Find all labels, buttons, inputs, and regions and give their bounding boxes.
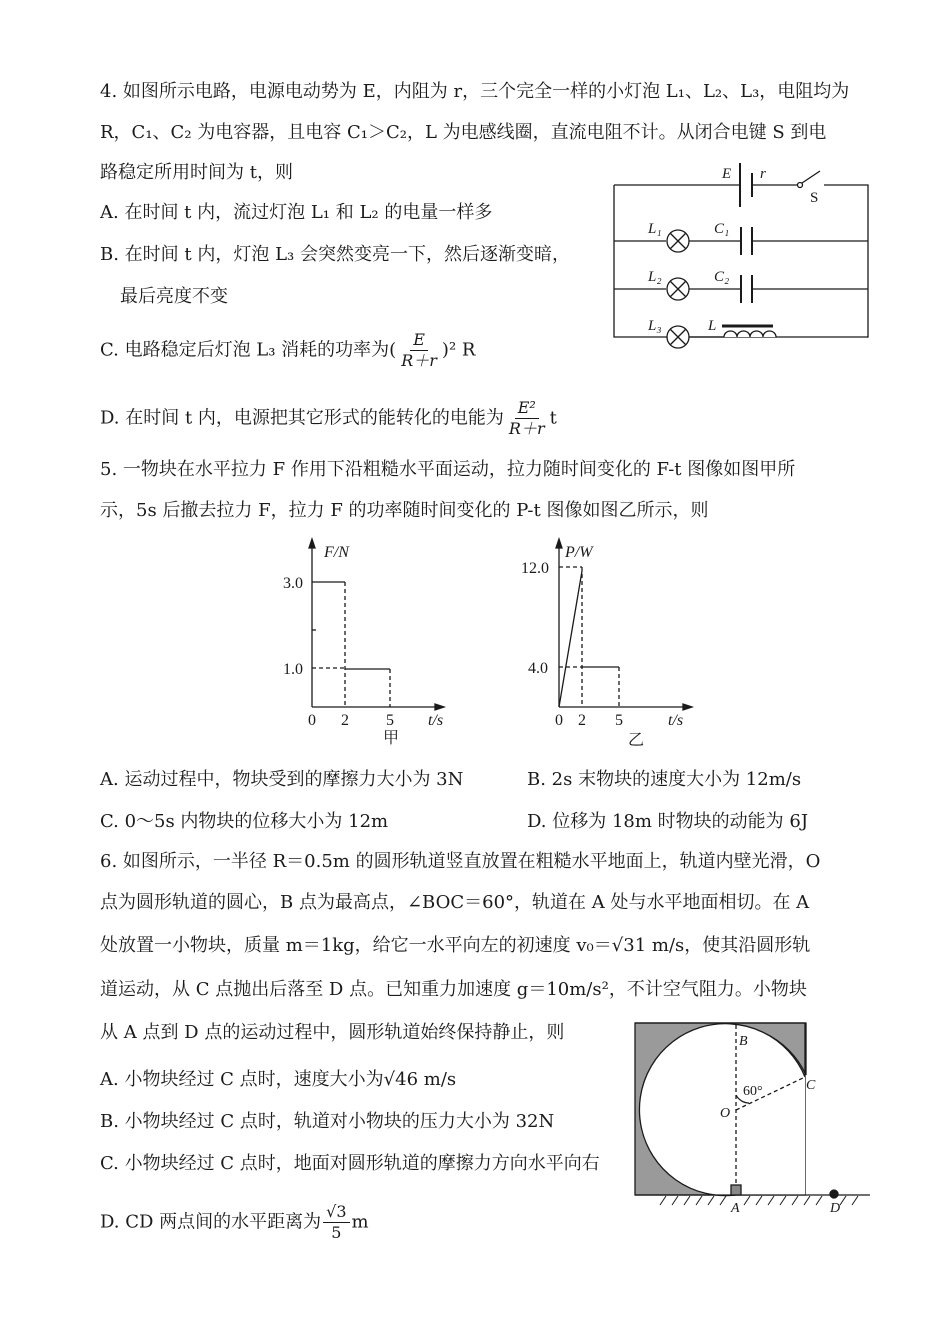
- y-tick: 12.0: [521, 560, 549, 577]
- graph-p-t: [510, 535, 700, 750]
- fraction-denominator: R＋r: [508, 419, 545, 438]
- y-axis-label: F/N: [324, 544, 349, 561]
- x-tick: 2: [341, 712, 349, 729]
- y-tick: 3.0: [283, 575, 303, 592]
- q6-option-d: [100, 1202, 369, 1243]
- label-l: L: [708, 318, 717, 334]
- point-c-label: C: [806, 1078, 816, 1093]
- q4-c-suffix: )² R: [441, 339, 476, 361]
- q4-option-b: B. 在时间 t 内，灯泡 L₃ 会突然变亮一下，然后逐渐变暗，: [100, 244, 570, 265]
- q4-d-prefix: D. 在时间 t 内，电源把其它形式的能转化的电能为: [100, 407, 504, 429]
- x-tick: 5: [615, 712, 623, 729]
- q4-option-c: [100, 330, 475, 371]
- x-axis-label: t/s: [668, 712, 684, 729]
- angle-label: 60°: [743, 1084, 763, 1099]
- q5-option-c: C. 0～5s 内物块的位移大小为 12m: [100, 811, 389, 832]
- x-axis-label: t/s: [428, 712, 444, 729]
- q6-d-prefix: D. CD 两点间的水平距离为: [100, 1211, 322, 1233]
- y-tick: 1.0: [283, 661, 303, 678]
- q4-stem-line-3: 路稳定所用时间为 t，则: [100, 162, 293, 183]
- q6-option-a: A. 小物块经过 C 点时，速度大小为√46 m/s: [100, 1069, 457, 1090]
- x-tick: 0: [308, 712, 316, 729]
- q5-stem-line-1: 5. 一物块在水平拉力 F 作用下沿粗糙水平面运动，拉力随时间变化的 F-t 图像如图甲所: [100, 459, 796, 480]
- q6-d-fraction: [323, 1202, 349, 1243]
- graph-caption: 乙: [628, 732, 645, 749]
- circuit-diagram: [600, 155, 880, 355]
- circular-track-figure: [630, 1015, 870, 1215]
- fraction-denominator: R＋r: [401, 351, 437, 370]
- q5-stem-line-2: 示，5s 后撤去拉力 F，拉力 F 的功率随时间变化的 P-t 图像如图乙所示，则: [100, 500, 709, 521]
- point-d-label: D: [830, 1201, 841, 1216]
- q4-option-d: [100, 398, 557, 439]
- point-a-label: A: [731, 1201, 740, 1216]
- q4-d-suffix: t: [549, 407, 557, 429]
- q5-option-b: B. 2s 末物块的速度大小为 12m/s: [527, 769, 802, 790]
- label-l1: L₁: [648, 221, 662, 237]
- x-tick: 2: [578, 712, 586, 729]
- q6-d-suffix: m: [351, 1211, 369, 1233]
- q6-stem-line-2: 点为圆形轨道的圆心，B 点为最高点，∠BOC＝60°，轨道在 A 处与水平地面相切。在 A: [100, 892, 810, 913]
- q6-stem-line-3: 处放置一小物块，质量 m＝1kg，给它一水平向左的初速度 v₀＝√31 m/s，使其沿圆形轨: [100, 935, 811, 956]
- label-r: r: [760, 166, 766, 182]
- fraction-numerator: E²: [515, 398, 539, 419]
- x-tick: 5: [386, 712, 394, 729]
- q6-stem-line-1: 6. 如图所示，一半径 R＝0.5m 的圆形轨道竖直放置在粗糙水平地面上，轨道内壁光滑，O: [100, 851, 821, 872]
- y-tick: 4.0: [528, 660, 548, 677]
- q6-stem-line-4: 道运动，从 C 点抛出后落至 D 点。已知重力加速度 g＝10m/s²，不计空气阻力。小物块: [100, 979, 807, 1000]
- q4-c-fraction: [398, 330, 440, 371]
- point-b-label: B: [739, 1034, 748, 1049]
- q5-option-d: D. 位移为 18m 时物块的动能为 6J: [527, 811, 809, 832]
- q4-option-b-cont: 最后亮度不变: [120, 286, 228, 307]
- q4-stem-line-2: R，C₁、C₂ 为电容器，且电容 C₁＞C₂，L 为电感线圈，直流电阻不计。从闭合电键 S 到电: [100, 122, 827, 143]
- fraction-numerator: √3: [323, 1202, 349, 1223]
- q4-d-fraction: [506, 398, 548, 439]
- q4-stem-line-1: 4. 如图所示电路，电源电动势为 E，内阻为 r，三个完全一样的小灯泡 L₁、L₂、L₃，电阻均为: [100, 81, 850, 102]
- label-e: E: [722, 166, 732, 182]
- graph-caption: 甲: [383, 730, 400, 747]
- graph-f-t: [270, 535, 450, 750]
- q6-stem-line-5: 从 A 点到 D 点的运动过程中，圆形轨道始终保持静止，则: [100, 1022, 565, 1043]
- x-tick: 0: [555, 712, 563, 729]
- fraction-numerator: E: [410, 330, 428, 351]
- fraction-denominator: 5: [331, 1223, 342, 1242]
- q5-option-a: A. 运动过程中，物块受到的摩擦力大小为 3N: [100, 769, 464, 790]
- q4-option-a: A. 在时间 t 内，流过灯泡 L₁ 和 L₂ 的电量一样多: [100, 202, 493, 223]
- q6-option-c: C. 小物块经过 C 点时，地面对圆形轨道的摩擦力方向水平向右: [100, 1153, 600, 1174]
- label-l3: L₃: [648, 318, 662, 334]
- y-axis-label: P/W: [565, 544, 593, 561]
- q4-c-prefix: C. 电路稳定后灯泡 L₃ 消耗的功率为(: [100, 339, 397, 361]
- label-c1: C₁: [714, 221, 730, 237]
- label-l2: L₂: [648, 269, 662, 285]
- label-c2: C₂: [714, 269, 730, 285]
- label-s: S: [810, 190, 819, 206]
- q6-option-b: B. 小物块经过 C 点时，轨道对小物块的压力大小为 32N: [100, 1111, 555, 1132]
- point-o-label: O: [720, 1106, 731, 1121]
